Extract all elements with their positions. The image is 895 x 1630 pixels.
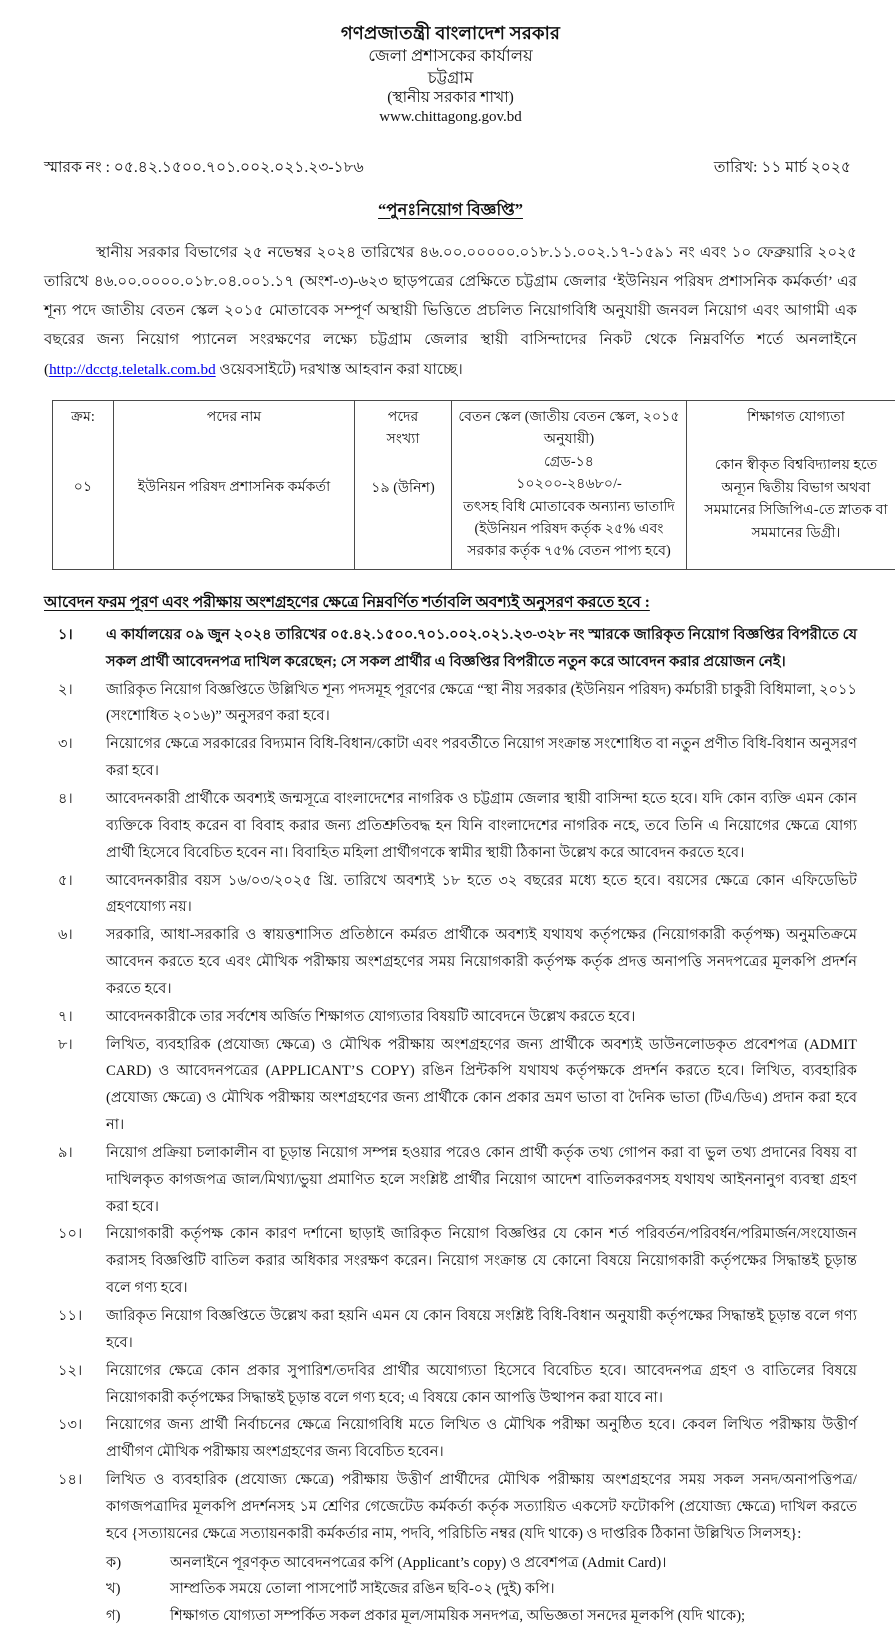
website-url: www.chittagong.gov.bd — [44, 108, 857, 128]
list-item-text: এ কার্যালয়ের ০৯ জুন ২০২৪ তারিখের ০৫.৪২.১৫০০.৭০১.০০২.০২১.২৩-৩২৮ নং স্মারকে জারিকৃত নিয়োগ বিজ্ঞপ্তির বিপরীতে যে সকল প্রার্থী আবেদনপত্র দাখিল করেছেন; সে সকল প্রার্থীর এ বিজ্ঞপ্তির বিপরীতে নতুন করে আবেদন করার প্রয়োজন নেই। — [106, 622, 857, 676]
document-requirements-list — [44, 1550, 857, 1630]
list-item — [44, 1004, 857, 1031]
sub-item-marker: খ) — [44, 1576, 170, 1603]
list-item-marker: ২। — [44, 677, 106, 704]
list-item-marker: ৭। — [44, 1004, 106, 1031]
header-pay-scale-line1: বেতন স্কেল (জাতীয় বেতন স্কেল, ২০১৫ — [456, 406, 682, 428]
list-item-marker: ৫। — [44, 868, 106, 895]
list-item-text: নিয়োগের জন্য প্রার্থী নির্বাচনের ক্ষেত্রে নিয়োগবিধি মতে লিখিত ও মৌখিক পরীক্ষা অনুষ্ঠিত হবে। কেবল লিখিত পরীক্ষায় উত্তীর্ণ প্রার্থীগণ মৌখিক পরীক্ষায় অংশগ্রহণের জন্য বিবেচিত হবেন। — [106, 1412, 857, 1466]
cell-education — [687, 400, 895, 569]
list-item-text: সরকারি, আধা-সরকারি ও স্বায়ত্তশাসিত প্রতিষ্ঠানে কর্মরত প্রার্থীকে অবশ্যই যথাযথ কর্তৃপক্ষের (নিয়োগকারী কর্তৃপক্ষ) অনুমতিক্রমে আবেদন করতে হবে এবং মৌখিক পরীক্ষায় অংশগ্রহণের সময় নিয়োগকারী কর্তৃপক্ষ কর্তৃক প্রদত্ত অনাপত্তি সনদপত্রের মূলকপি প্রদর্শন করতে হবে। — [106, 922, 857, 1003]
value-post-name: ইউনিয়ন পরিষদ প্রশাসনিক কর্মকর্তা — [118, 476, 350, 498]
memo-number: স্মারক নং : ০৫.৪২.১৫০০.৭০১.০০২.০২১.২৩-১৮৬ — [44, 155, 364, 181]
list-item — [44, 731, 857, 785]
cell-pay-scale — [452, 400, 687, 569]
cell-serial — [53, 400, 114, 569]
value-pay-grade: গ্রেড-১৪ — [456, 451, 682, 473]
conditions-list — [44, 622, 857, 1548]
list-item-text: জারিকৃত নিয়োগ বিজ্ঞপ্তিতে উল্লেখ করা হয়নি এমন যে কোন বিষয়ে সংশ্লিষ্ট বিধি-বিধান অনুযায়ী কর্তৃপক্ষের সিদ্ধান্তই চূড়ান্ত বলে গণ্য হবে। — [106, 1303, 857, 1357]
list-item-marker: ১৩। — [44, 1412, 106, 1439]
conditions-heading: আবেদন ফরম পূরণ এবং পরীক্ষায় অংশগ্রহণের ক্ষেত্রে নিম্নবর্ণিত শর্তাবলি অবশ্যই অনুসরণ করতে হবে : — [44, 590, 650, 616]
list-item — [44, 1467, 857, 1548]
conditions-heading-wrap — [44, 570, 857, 616]
list-item-marker: ১৪। — [44, 1467, 106, 1494]
header-post-count-line2: সংখ্যা — [359, 428, 447, 450]
application-website-link[interactable]: http://dcctg.teletalk.com.bd — [49, 361, 216, 378]
list-item — [44, 1576, 857, 1603]
list-item-text: নিয়োগকারী কর্তৃপক্ষ কোন কারণ দর্শানো ছাড়াই জারিকৃত নিয়োগ বিজ্ঞপ্তির যে কোন শর্ত পরিবর্তন/পরিবর্ধন/পরিমার্জন/সংযোজন করাসহ বিজ্ঞপ্তিটি বাতিল করার অধিকার সংরক্ষণ করেন। নিয়োগ সংক্রান্ত যে কোনো বিষয়ে নিয়োগকারী কর্তৃপক্ষের সিদ্ধান্তই চূড়ান্ত বলে গণ্য হবে। — [106, 1221, 857, 1302]
list-item — [44, 1303, 857, 1357]
list-item-text: লিখিত, ব্যবহারিক (প্রযোজ্য ক্ষেত্রে) ও মৌখিক পরীক্ষায় অংশগ্রহণের জন্য প্রার্থীকে অবশ্যই ডাউনলোডকৃত প্রবেশপত্র (ADMIT CARD) ও আবেদনপত্রের (APPLICANT’S COPY) রঙিন প্রিন্টকপি যথাযথ কর্তৃপক্ষকে প্রদর্শন করতে হবে। লিখিত, ব্যবহারিক (প্রযোজ্য ক্ষেত্রে) ও মৌখিক পরীক্ষায় অংশগ্রহণের জন্য প্রার্থীকে কোন প্রকার ভ্রমণ ভাতা বা দৈনিক ভাতা (টিএ/ডিএ) প্রদান করা হবে না। — [106, 1032, 857, 1139]
header-serial: ক্রম: — [57, 406, 109, 428]
list-item-text: নিয়োগের ক্ষেত্রে কোন প্রকার সুপারিশ/তদবির প্রার্থীর অযোগ্যতা হিসেবে বিবেচিত হবে। আবেদনপত্র গ্রহণ ও বাতিলের বিষয়ে নিয়োগকারী কর্তৃপক্ষের সিদ্ধান্তই চূড়ান্ত বলে গণ্য হবে; এ বিষয়ে কোন আপত্তি উত্থাপন করা যাবে না। — [106, 1358, 857, 1412]
intro-part-1: স্থানীয় সরকার বিভাগের ২৫ নভেম্বর ২০২৪ তারিখের ৪৬.০০.০০০০০.০১৮.১১.০০২.১৭-১৫৯১ নং এবং ১০ ফেব্রুয়ারি ২০২৫ তারিখে ৪৬.০০.০০০০.০১৮.০৪.০০১.১৭ (অংশ-৩)-৬২৩ ছাড়পত্রের প্রেক্ষিতে চট্টগ্রাম জেলার ‘ইউনিয়ন পরিষদ প্রশাসনিক কর্মকর্তা’ এর শূন্য পদে জাতীয় বেতন স্কেল ২০১৫ মোতাবেক সম্পূর্ণ অস্থায়ী ভিত্তিতে প্রচলিত নিয়োগবিধি অনুযায়ী জনবল নিয়োগ এবং আগামী এক বছরের জন্য নিয়োগ প্যানেল সংরক্ষণের লক্ষ্যে চট্টগ্রাম জেলার স্থায়ী বাসিন্দাদের নিকট থেকে নিম্নবর্ণিত শর্তে অনলাইনে ( — [44, 244, 857, 378]
cell-post-count — [355, 400, 452, 569]
list-item-text: নিয়োগ প্রক্রিয়া চলাকালীন বা চূড়ান্ত নিয়োগ সম্পন্ন হওয়ার পরেও কোন প্রার্থী কর্তৃক তথ্য গোপন করা বা ভুল তথ্য প্রদানের বিষয় বা দাখিলকৃত কাগজপত্র জাল/মিথ্যা/ভুয়া প্রমাণিত হলে সংশ্লিষ্ট প্রার্থীর নিয়োগ আদেশ বাতিলকরণসহ যথাযথ আইননানুগ ব্যবস্থা গ্রহণ করা হবে। — [106, 1140, 857, 1221]
list-item-marker: ৪। — [44, 786, 106, 813]
sub-item-text: অনলাইনে পূরণকৃত আবেদনপত্রের কপি (Applicant’s copy) ও প্রবেশপত্র (Admit Card)। — [170, 1550, 857, 1577]
list-item-text: লিখিত ও ব্যবহারিক (প্রযোজ্য ক্ষেত্রে) পরীক্ষায় উত্তীর্ণ প্রার্থীদের মৌখিক পরীক্ষায় অংশগ্রহণের সময় সকল সনদ/অনাপত্তিপত্র/কাগজপত্রাদির মূলকপি প্রদর্শনসহ ১ম শ্রেণির গেজেটেড কর্মকর্তা কর্তৃক সত্যায়িত একসেট ফটোকপি (প্রযোজ্য ক্ষেত্রে) দাখিল করতে হবে {সত্যায়নের ক্ষেত্রে সত্যায়নকারী কর্মকর্তার নাম, পদবি, পরিচিতি নম্বর (যদি থাকে) ও দাপ্তরিক ঠিকানা উল্লিখিত সিলসহ}: — [106, 1467, 857, 1548]
header-pay-scale-line2: অনুযায়ী) — [456, 428, 682, 450]
list-item — [44, 1603, 857, 1630]
value-post-count: ১৯ (উনিশ) — [359, 477, 447, 499]
intro-paragraph — [44, 238, 857, 384]
letterhead — [44, 22, 857, 128]
branch-name: (স্থানীয় সরকার শাখা) — [44, 88, 857, 108]
list-item-marker: ৯। — [44, 1140, 106, 1167]
sub-item-marker: ক) — [44, 1550, 170, 1577]
list-item-marker: ১২। — [44, 1358, 106, 1385]
page-title-text: “পুনঃনিয়োগ বিজ্ঞপ্তি” — [378, 200, 523, 219]
list-item — [44, 1550, 857, 1577]
office-name: জেলা প্রশাসকের কার্যালয় — [44, 45, 857, 66]
list-item-marker: ৮। — [44, 1032, 106, 1059]
list-item-text: আবেদনকারীকে তার সর্বশেষ অর্জিত শিক্ষাগত যোগ্যতার বিষয়টি আবেদনে উল্লেখ করতে হবে। — [106, 1004, 857, 1031]
list-item-text: আবেদনকারী প্রার্থীকে অবশ্যই জন্মসূত্রে বাংলাদেশের নাগরিক ও চট্টগ্রাম জেলার স্থায়ী বাসিন্দা হতে হবে। যদি কোন ব্যক্তি এমন কোন ব্যক্তিকে বিবাহ করেন বা বিবাহ করার জন্য প্রতিশ্রুতিবদ্ধ হন যিনি বাংলাদেশের নাগরিক নহে, তবে তিনি এ নিয়োগের ক্ষেত্রে যোগ্য প্রার্থী হিসেবে বিবেচিত হবেন না। বিবাহিত মহিলা প্রার্থীগণকে স্বামীর স্থায়ী ঠিকানা উল্লেখ করে আবেদন করতে হবে। — [106, 786, 857, 867]
header-post-name: পদের নাম — [118, 406, 350, 428]
list-item — [44, 677, 857, 731]
value-education-line1: কোন স্বীকৃত বিশ্ববিদ্যালয় হতে — [691, 454, 895, 476]
memo-row — [44, 155, 857, 181]
memo-date: তারিখ: ১১ মার্চ ২০২৫ — [714, 155, 857, 181]
list-item — [44, 1358, 857, 1412]
list-item — [44, 1032, 857, 1139]
list-item-text: আবেদনকারীর বয়স ১৬/০৩/২০২৫ খ্রি. তারিখে অবশ্যই ১৮ হতে ৩২ বছরের মধ্যে হতে হবে। বয়সের ক্ষেত্রে কোন এফিডেভিট গ্রহণযোগ্য নয়। — [106, 868, 857, 922]
list-item-marker: ৩। — [44, 731, 106, 758]
list-item — [44, 1412, 857, 1466]
list-item — [44, 1140, 857, 1221]
list-item-marker: ১০। — [44, 1221, 106, 1248]
value-pay-note-line3: সরকার কর্তৃক ৭৫% বেতন পাপ্য হবে) — [456, 540, 682, 562]
government-name: গণপ্রজাতন্ত্রী বাংলাদেশ সরকার — [44, 22, 857, 45]
sub-item-marker: গ) — [44, 1603, 170, 1630]
table-row — [53, 400, 895, 569]
list-item — [44, 1221, 857, 1302]
cell-post-name — [114, 400, 355, 569]
page-title — [44, 197, 857, 224]
list-item-text: জারিকৃত নিয়োগ বিজ্ঞপ্তিতে উল্লিখিত শূন্য পদসমূহ পূরণের ক্ষেত্রে “স্থা নীয় সরকার (ইউনিয়ন পরিষদ) কর্মচারী চাকুরী বিধিমালা, ২০১১ (সংশোধিত ২০১৬)” অনুসরণ করা হবে। — [106, 677, 857, 731]
list-item — [44, 786, 857, 867]
value-education-line4: সমমানের ডিগ্রী। — [691, 522, 895, 544]
list-item-text: নিয়োগের ক্ষেত্রে সরকারের বিদ্যমান বিধি-বিধান/কোটা এবং পরবর্তীতে নিয়োগ সংক্রান্ত সংশোধিত বা নতুন প্রণীত বিধি-বিধান অনুসরণ করা হবে। — [106, 731, 857, 785]
list-item — [44, 622, 857, 676]
sub-item-text: সাম্প্রতিক সময়ে তোলা পাসপোর্ট সাইজের রঙিন ছবি-০২ (দুই) কপি। — [170, 1576, 857, 1603]
header-education: শিক্ষাগত যোগ্যতা — [691, 406, 895, 428]
value-serial: ০১ — [57, 476, 109, 498]
list-item — [44, 868, 857, 922]
sub-item-text: শিক্ষাগত যোগ্যতা সম্পর্কিত সকল প্রকার মূল/সাময়িক সনদপত্র, অভিজ্ঞতা সনদের মূলকপি (যদি থাকে); — [170, 1603, 857, 1630]
intro-part-2: ওয়েবসাইটে) দরখাস্ত আহবান করা যাচ্ছে। — [216, 361, 463, 378]
post-details-table — [52, 400, 895, 570]
header-post-count-line1: পদের — [359, 406, 447, 428]
value-education-line2: অন্যূন দ্বিতীয় বিভাগ অথবা — [691, 477, 895, 499]
value-pay-note-line2: (ইউনিয়ন পরিষদ কর্তৃক ২৫% এবং — [456, 518, 682, 540]
list-item — [44, 922, 857, 1003]
district-name: চট্টগ্রাম — [44, 67, 857, 88]
value-pay-range: ১০২০০-২৪৬৮০/- — [456, 473, 682, 495]
list-item-marker: ১। — [44, 622, 106, 649]
list-item-marker: ১১। — [44, 1303, 106, 1330]
value-pay-note-line1: তৎসহ বিধি মোতাবেক অন্যান্য ভাতাদি — [456, 496, 682, 518]
value-education-line3: সমমানের সিজিপিএ-তে স্নাতক বা — [691, 499, 895, 521]
list-item-marker: ৬। — [44, 922, 106, 949]
